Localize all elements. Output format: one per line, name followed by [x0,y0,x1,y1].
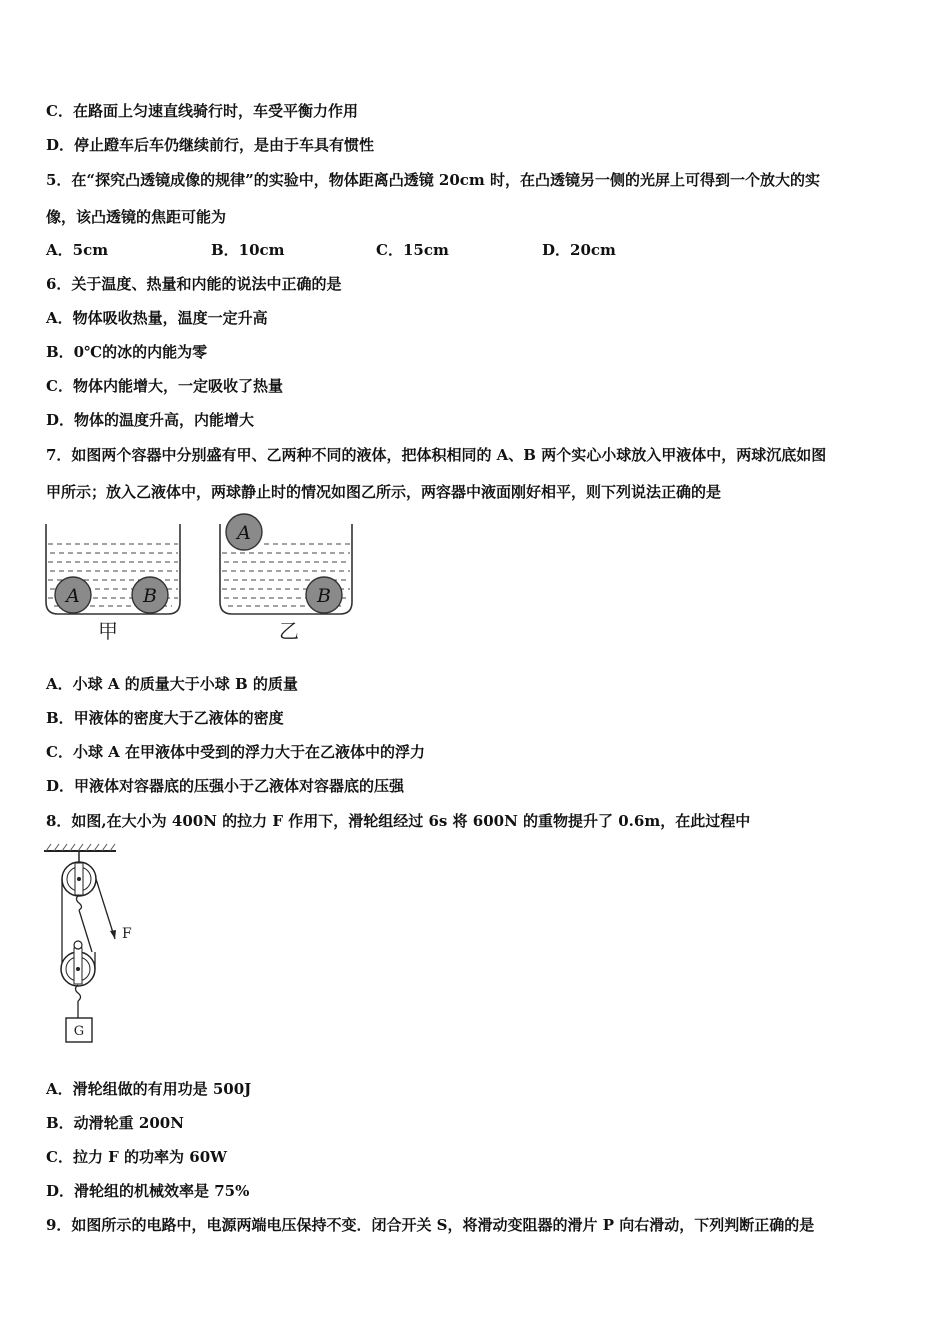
movable-pulley [61,941,95,986]
label-yi: 乙 [279,619,299,643]
q4-option-d: D．停止蹬车后车仍继续前行，是由于车具有惯性 [46,136,375,154]
q7-stem-line1: 7．如图两个容器中分别盛有甲、乙两种不同的液体，把体积相同的 A、B 两个实心小球放入甲液体中，两球沉底如图 [46,446,827,464]
q8-option-d: D．滑轮组的机械效率是 75% [46,1182,250,1200]
ball-a-label: A [237,522,251,544]
q8-pulley-figure [40,842,140,1047]
q8-option-b: B．动滑轮重 200N [46,1114,184,1132]
q6-option-a: A．物体吸收热量，温度一定升高 [46,309,268,327]
q6-option-b: B．0℃的冰的内能为零 [46,343,208,361]
weight-block [66,1018,92,1042]
q5-stem-line2: 像，该凸透镜的焦距可能为 [46,208,227,226]
q7-option-a: A．小球 A 的质量大于小球 B 的质量 [46,675,298,693]
weight-label: G [73,1024,85,1039]
q7-option-c: C．小球 A 在甲液体中受到的浮力大于在乙液体中的浮力 [46,743,426,761]
q9-stem: 9．如图所示的电路中，电源两端电压保持不变．闭合开关 S，将滑动变阻器的滑片 P 向右滑动，下列判断正确的是 [46,1216,815,1234]
q6-option-d: D．物体的温度升高，内能增大 [46,411,255,429]
ball-a-label: A [66,585,80,607]
force-label: F [122,926,132,942]
q6-stem: 6．关于温度、热量和内能的说法中正确的是 [46,275,342,293]
label-jia: 甲 [98,619,118,643]
q8-stem: 8．如图,在大小为 400N 的拉力 F 作用下，滑轮组经过 6s 将 600N 的重物提升了 0.6m，在此过程中 [46,812,751,830]
q7-option-b: B．甲液体的密度大于乙液体的密度 [46,709,284,727]
q8-option-c: C．拉力 F 的功率为 60W [46,1148,227,1166]
q5-option-a: A．5cm [46,241,109,259]
ball-b-label: B [317,585,331,607]
ball-b-label: B [143,585,157,607]
container-jia [46,524,180,643]
q5-stem-line1: 5．在“探究凸透镜成像的规律”的实验中，物体距离凸透镜 20cm 时，在凸透镜另一侧的光屏上可得到一个放大的实 [46,171,821,189]
q5-option-b: B．10cm [211,241,285,259]
q5-option-d: D．20cm [542,241,616,259]
q6-option-c: C．物体内能增大，一定吸收了热量 [46,377,283,395]
container-yi [220,514,352,643]
q4-option-c: C．在路面上匀速直线骑行时，车受平衡力作用 [46,102,358,120]
q5-option-c: C．15cm [376,241,449,259]
q7-container-figure [40,510,360,645]
q7-option-d: D．甲液体对容器底的压强小于乙液体对容器底的压强 [46,777,405,795]
fixed-pulley [62,862,96,896]
q8-option-a: A．滑轮组做的有用功是 500J [46,1080,252,1098]
q7-stem-line2: 甲所示；放入乙液体中，两球静止时的情况如图乙所示，两容器中液面刚好相平，则下列说法正确的是 [46,483,722,501]
